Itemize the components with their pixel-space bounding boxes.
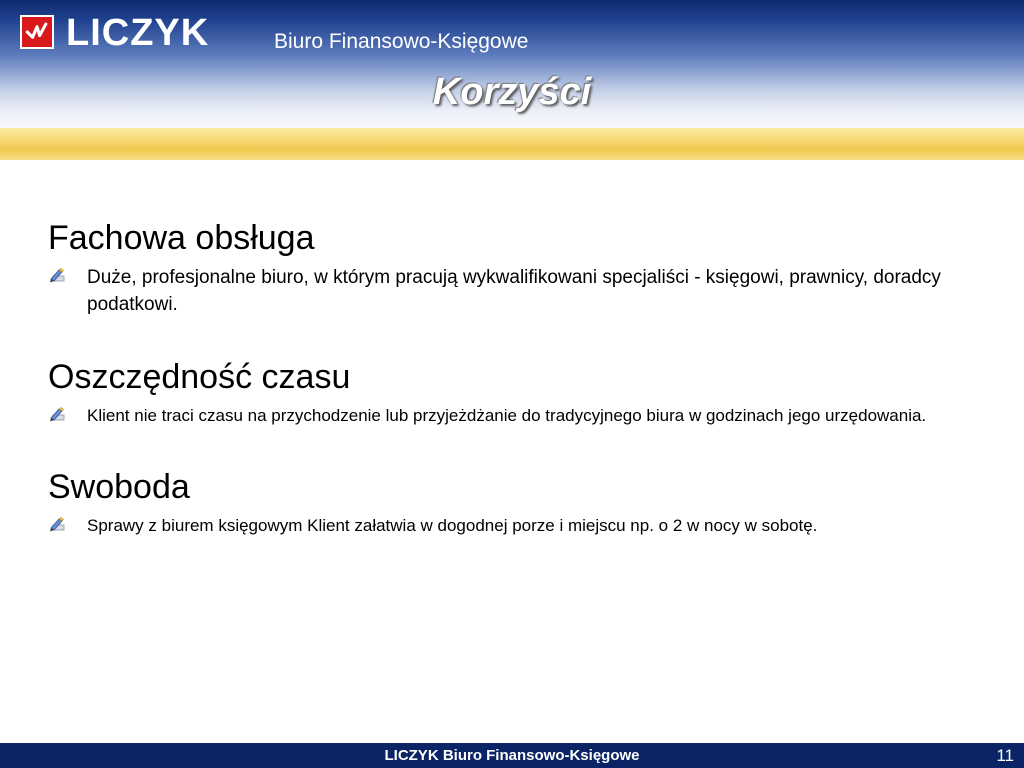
pencil-bullet-icon bbox=[48, 267, 66, 285]
bullet-text: Klient nie traci czasu na przychodzenie lub przyjeżdżanie do tradycyjnego biura w godzinach jego urzędowania. bbox=[87, 406, 927, 425]
section-fachowa-obsluga bbox=[48, 212, 968, 318]
slide-title: Korzyści bbox=[432, 71, 592, 113]
bullet-item bbox=[48, 513, 968, 538]
section-heading: Swoboda bbox=[48, 468, 190, 506]
section-swoboda bbox=[48, 461, 968, 538]
checkmark-icon bbox=[20, 15, 54, 49]
page-number: 11 bbox=[996, 746, 1014, 765]
decorative-band bbox=[0, 128, 1024, 160]
header-banner bbox=[0, 0, 1024, 128]
section-heading: Oszczędność czasu bbox=[48, 358, 351, 396]
footer-bar bbox=[0, 743, 1024, 768]
pencil-bullet-icon bbox=[48, 406, 66, 424]
brand-subtitle: Biuro Finansowo-Księgowe bbox=[274, 30, 529, 53]
pencil-bullet-icon bbox=[48, 516, 66, 534]
section-heading: Fachowa obsługa bbox=[48, 219, 315, 257]
bullet-text: Duże, profesjonalne biuro, w którym pracują wykwalifikowani specjaliści - księgowi, prawnicy, doradcy podatkowi. bbox=[87, 267, 941, 315]
bullet-item bbox=[48, 403, 968, 428]
slide-content bbox=[48, 212, 968, 538]
brand-name: LICZYK bbox=[66, 12, 210, 54]
bullet-item bbox=[48, 264, 968, 318]
bullet-text: Sprawy z biurem księgowym Klient załatwia w dogodnej porze i miejscu np. o 2 w nocy w sobotę. bbox=[87, 516, 818, 535]
section-oszczednosc-czasu bbox=[48, 351, 968, 428]
footer-text: LICZYK Biuro Finansowo-Księgowe bbox=[384, 747, 640, 764]
